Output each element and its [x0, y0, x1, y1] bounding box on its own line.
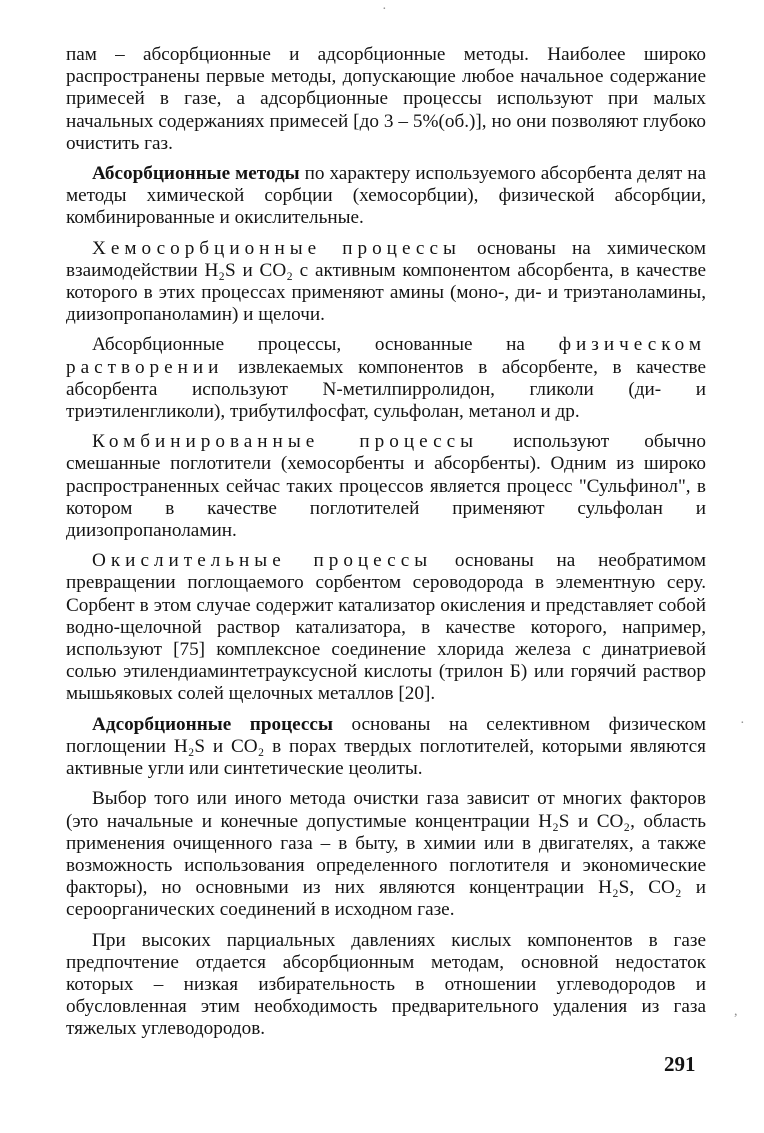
paragraph-text: При высоких парциальных давлениях кислых компонентов в газе предпочтение отдается абсорбционным методам, основной недостаток которых – низкая избирательность в отношении углеводородов и обусловленная этим необходимость предварительного удаления из газа тяжелых углеводородов.	[66, 929, 706, 1040]
paragraph-text: основаны на химическом взаимодействии H₂S и CO₂ с активным компонентом абсорбента, в качестве которого в этих процессах применяют амины (моно-, ди- и триэтаноламины, диизопропаноламин) и щелочи.	[66, 237, 706, 326]
paragraph-text-before: Абсорбционные процессы, основанные на	[92, 334, 559, 356]
paragraph-text: извлекаемых компонентов в абсорбенте, в качестве абсорбента используют N-метилпирролидон, гликоли (ди- и триэтиленгликоли), трибутилфосфат, сульфолан, метанол и др.	[66, 356, 706, 423]
paragraph-text: используют обычно смешанные поглотители (хемосорбенты и абсорбенты). Одним из широко распространенных сейчас таких процессов является процесс "Сульфинол", в котором в качестве поглотителей применяют сульфолан и диизопропаноламин.	[66, 431, 706, 542]
paragraph	[66, 431, 706, 542]
paragraph	[66, 930, 706, 1041]
scan-speck: ,	[734, 1004, 738, 1019]
paragraph-lead-spaced: Хемосорбционные процессы	[92, 237, 461, 259]
paragraph	[66, 238, 706, 327]
paragraph	[66, 714, 706, 781]
paragraph-spaced-term: физическом растворении	[66, 334, 706, 378]
paragraph	[66, 550, 706, 705]
paragraph-lead-bold: Абсорбционные методы	[92, 163, 300, 185]
scan-speck: ·	[382, 2, 387, 17]
paragraph-text: Выбор того или иного метода очистки газа зависит от многих факторов (это начальные и конечные допустимые концентрации H₂S и CO₂, область применения очищенного газа – в быту, в химии или в двигателях, а также возможность использования определенного поглотителя и экономические факторы), но основными из них являются концентрации H₂S, CO₂ и сероорганических соединений в исходном газе.	[66, 788, 706, 921]
page-body	[66, 44, 706, 1049]
paragraph	[66, 788, 706, 921]
paragraph-lead-spaced: Комбинированные процессы	[92, 431, 479, 453]
paragraph-text: основаны на необратимом превращении поглощаемого сорбентом сероводорода в элементную серу. Сорбент в этом случае содержит катализатор окисления и представляет собой водно-щелочной раствор катализатора, в качестве которого, например, используют [75] комплексное соединение хлорида железа с динатриевой солью этилендиаминтетрауксусной кислоты (трилон Б) или горячий раствор мышьяковых солей щелочных металлов [20].	[66, 550, 706, 705]
paragraph-lead-spaced: Окислительные процессы	[92, 550, 433, 572]
paragraph	[66, 44, 706, 155]
paragraph-text: по характеру используемого абсорбента делят на методы химической сорбции (хемосорбции), физической абсорбции, комбинированные и окислительные.	[66, 163, 706, 229]
page-number: 291	[664, 1052, 696, 1076]
paragraph-text: основаны на селективном физическом поглощении H₂S и CO₂ в порах твердых поглотителей, которыми являются активные угли или синтетические цеолиты.	[66, 713, 706, 780]
paragraph	[66, 334, 706, 423]
scan-speck: ·	[740, 716, 745, 731]
paragraph	[66, 163, 706, 230]
paragraph-lead-bold: Адсорбционные процессы	[92, 713, 333, 735]
paragraph-text: пам – абсорбционные и адсорбционные методы. Наиболее широко распространены первые методы, допускающие любое начальное содержание примесей в газе, а адсорбционные процессы используют при малых начальных содержаниях примесей [до 3 – 5%(об.)], но они позволяют глубоко очистить газ.	[66, 44, 706, 154]
